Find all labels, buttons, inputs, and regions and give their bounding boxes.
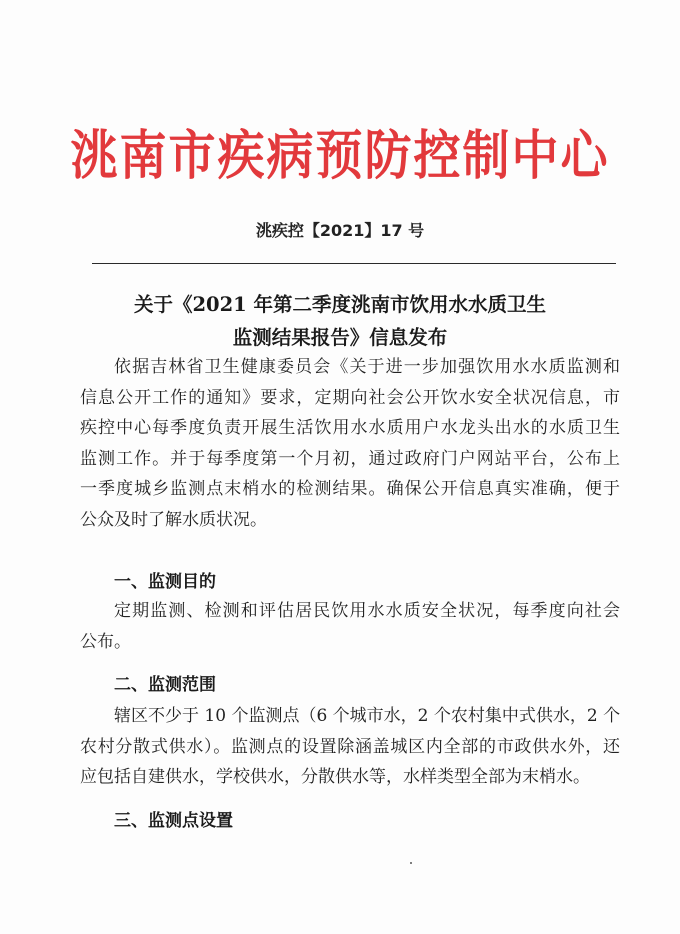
section-line: 应包括自建供水，学校供水，分散供水等，水样类型全部为末梢水。 bbox=[80, 767, 590, 788]
section-heading-monitoring-points: 三、监测点设置 bbox=[114, 811, 233, 831]
header-divider bbox=[92, 263, 616, 264]
section-paragraph-purpose bbox=[80, 596, 620, 657]
intro-paragraph bbox=[80, 352, 620, 536]
document-title-line-2: 监测结果报告》信息发布 bbox=[232, 326, 448, 349]
section-paragraph-scope bbox=[80, 701, 620, 793]
intro-line: 公众及时了解水质状况。 bbox=[80, 509, 267, 530]
section-heading-purpose: 一、监测目的 bbox=[114, 572, 216, 592]
section-line: 农村分散式供水）。监测点的设置除涵盖城区内全部的市政供水外，还 bbox=[80, 736, 620, 757]
intro-line: 监测工作。并于每季度第一个月初，通过政府门户网站平台，公布上 bbox=[80, 448, 620, 469]
intro-line: 一季度城乡监测点末梢水的检测结果。确保公开信息真实准确，便于 bbox=[80, 479, 620, 500]
intro-line: 疾控中心每季度负责开展生活饮用水水质用户水龙头出水的水质卫生 bbox=[80, 418, 620, 439]
document-number: 洮疾控【2021】17 号 bbox=[255, 221, 425, 240]
section-line: 公布。 bbox=[80, 631, 131, 652]
intro-line: 信息公开工作的通知》要求，定期向社会公开饮水安全状况信息，市 bbox=[80, 387, 620, 408]
organization-letterhead: 洮南市疾病预防控制中心 bbox=[70, 125, 610, 187]
section-heading-scope: 二、监测范围 bbox=[114, 675, 216, 695]
intro-line: 依据吉林省卫生健康委员会《关于进一步加强饮用水水质监测和 bbox=[114, 357, 620, 377]
scan-speck bbox=[410, 862, 412, 864]
section-line: 定期监测、检测和评估居民饮用水水质安全状况，每季度向社会 bbox=[114, 601, 620, 621]
document-title-line-1: 关于《2021 年第二季度洮南市饮用水水质卫生 bbox=[133, 293, 547, 316]
section-line: 辖区不少于 10 个监测点（6 个城市水，2 个农村集中式供水，2 个 bbox=[114, 706, 621, 726]
